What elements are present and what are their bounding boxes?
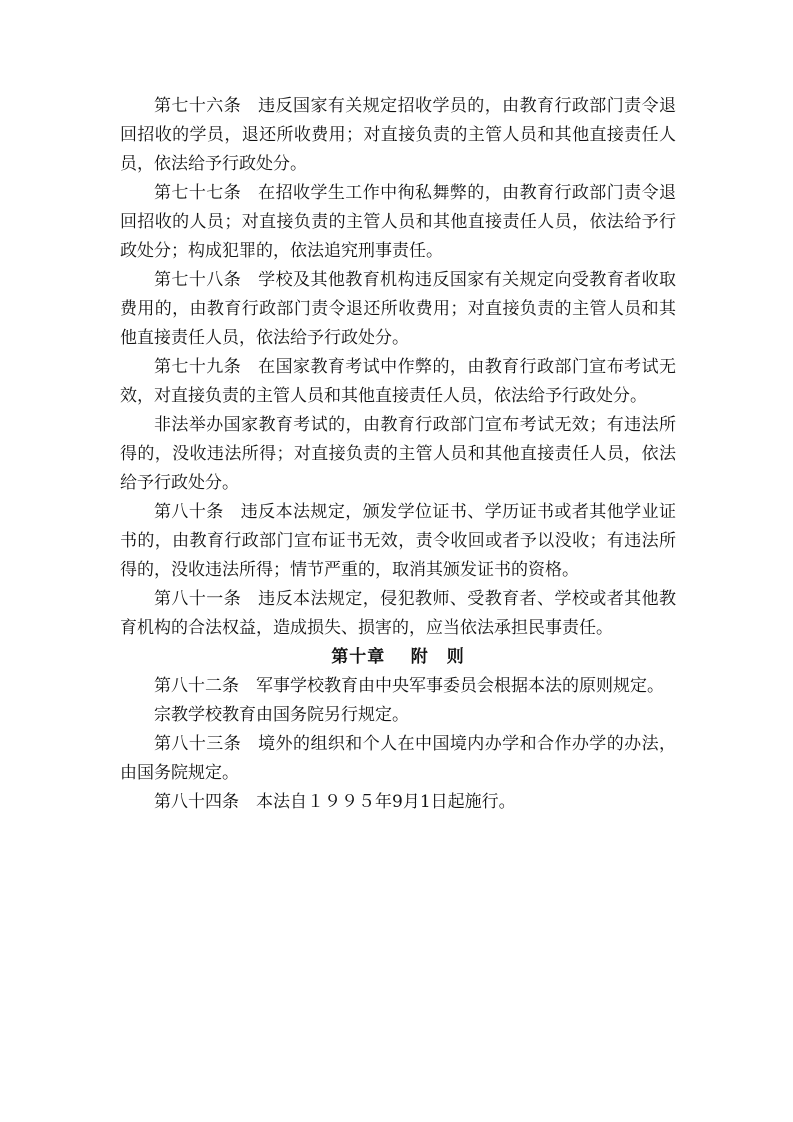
article-text: 违反本法规定，侵犯教师、受教育者、学校或者其他教育机构的合法权益，造成损失、损害的，应当依法承担民事责任。 <box>120 589 677 638</box>
chapter-title: 附 则 <box>410 647 465 667</box>
article-number: 第七十七条 <box>154 183 242 203</box>
article-number: 第八十二条 <box>154 676 239 696</box>
article-text: 在招收学生工作中徇私舞弊的，由教育行政部门责令退回招收的人员；对直接负责的主管人员和其他直接责任人员，依法给予行政处分；构成犯罪的，依法追究刑事责任。 <box>120 183 677 261</box>
article-text: 违反本法规定，颁发学位证书、学历证书或者其他学业证书的，由教育行政部门宣布证书无效，责令收回或者予以没收；有违法所得的，没收违法所得；情节严重的，取消其颁发证书的资格。 <box>120 502 677 580</box>
article-80 <box>120 498 676 585</box>
article-text: 在国家教育考试中作弊的，由教育行政部门宣布考试无效，对直接负责的主管人员和其他直接责任人员，依法给予行政处分。 <box>120 357 677 406</box>
article-number: 第八十三条 <box>154 734 242 754</box>
article-number: 第七十八条 <box>154 270 242 290</box>
article-number: 第八十一条 <box>154 589 242 609</box>
article-79-clause-2 <box>120 411 676 498</box>
document-body <box>120 92 676 817</box>
article-text: 宗教学校教育由国务院另行规定。 <box>154 705 409 725</box>
chapter-number: 第十章 <box>331 647 386 667</box>
article-text: 非法举办国家教育考试的，由教育行政部门宣布考试无效；有违法所得的，没收违法所得；对直接负责的主管人员和其他直接责任人员，依法给予行政处分。 <box>120 415 676 493</box>
article-text: 境外的组织和个人在中国境内办学和合作办学的办法，由国务院规定。 <box>120 734 677 783</box>
article-text: 军事学校教育由中央军事委员会根据本法的原则规定。 <box>256 676 664 696</box>
article-77 <box>120 179 676 266</box>
article-81 <box>120 585 676 643</box>
article-79 <box>120 353 676 411</box>
article-78 <box>120 266 676 353</box>
article-82-clause-2 <box>120 701 676 730</box>
article-text: 违反国家有关规定招收学员的，由教育行政部门责令退回招收的学员，退还所收费用；对直接负责的主管人员和其他直接责任人员，依法给予行政处分。 <box>120 96 677 174</box>
article-text: 学校及其他教育机构违反国家有关规定向受教育者收取费用的，由教育行政部门责令退还所收费用；对直接负责的主管人员和其他直接责任人员，依法给予行政处分。 <box>120 270 677 348</box>
article-84 <box>120 788 676 817</box>
article-number: 第八十四条 <box>154 792 239 812</box>
article-number: 第七十六条 <box>154 96 242 116</box>
chapter-heading <box>120 643 676 672</box>
article-83 <box>120 730 676 788</box>
article-82 <box>120 672 676 701</box>
article-number: 第七十九条 <box>154 357 242 377</box>
article-number: 第八十条 <box>154 502 224 522</box>
article-76 <box>120 92 676 179</box>
article-text: 本法自１９９５年9月1日起施行。 <box>256 792 516 812</box>
